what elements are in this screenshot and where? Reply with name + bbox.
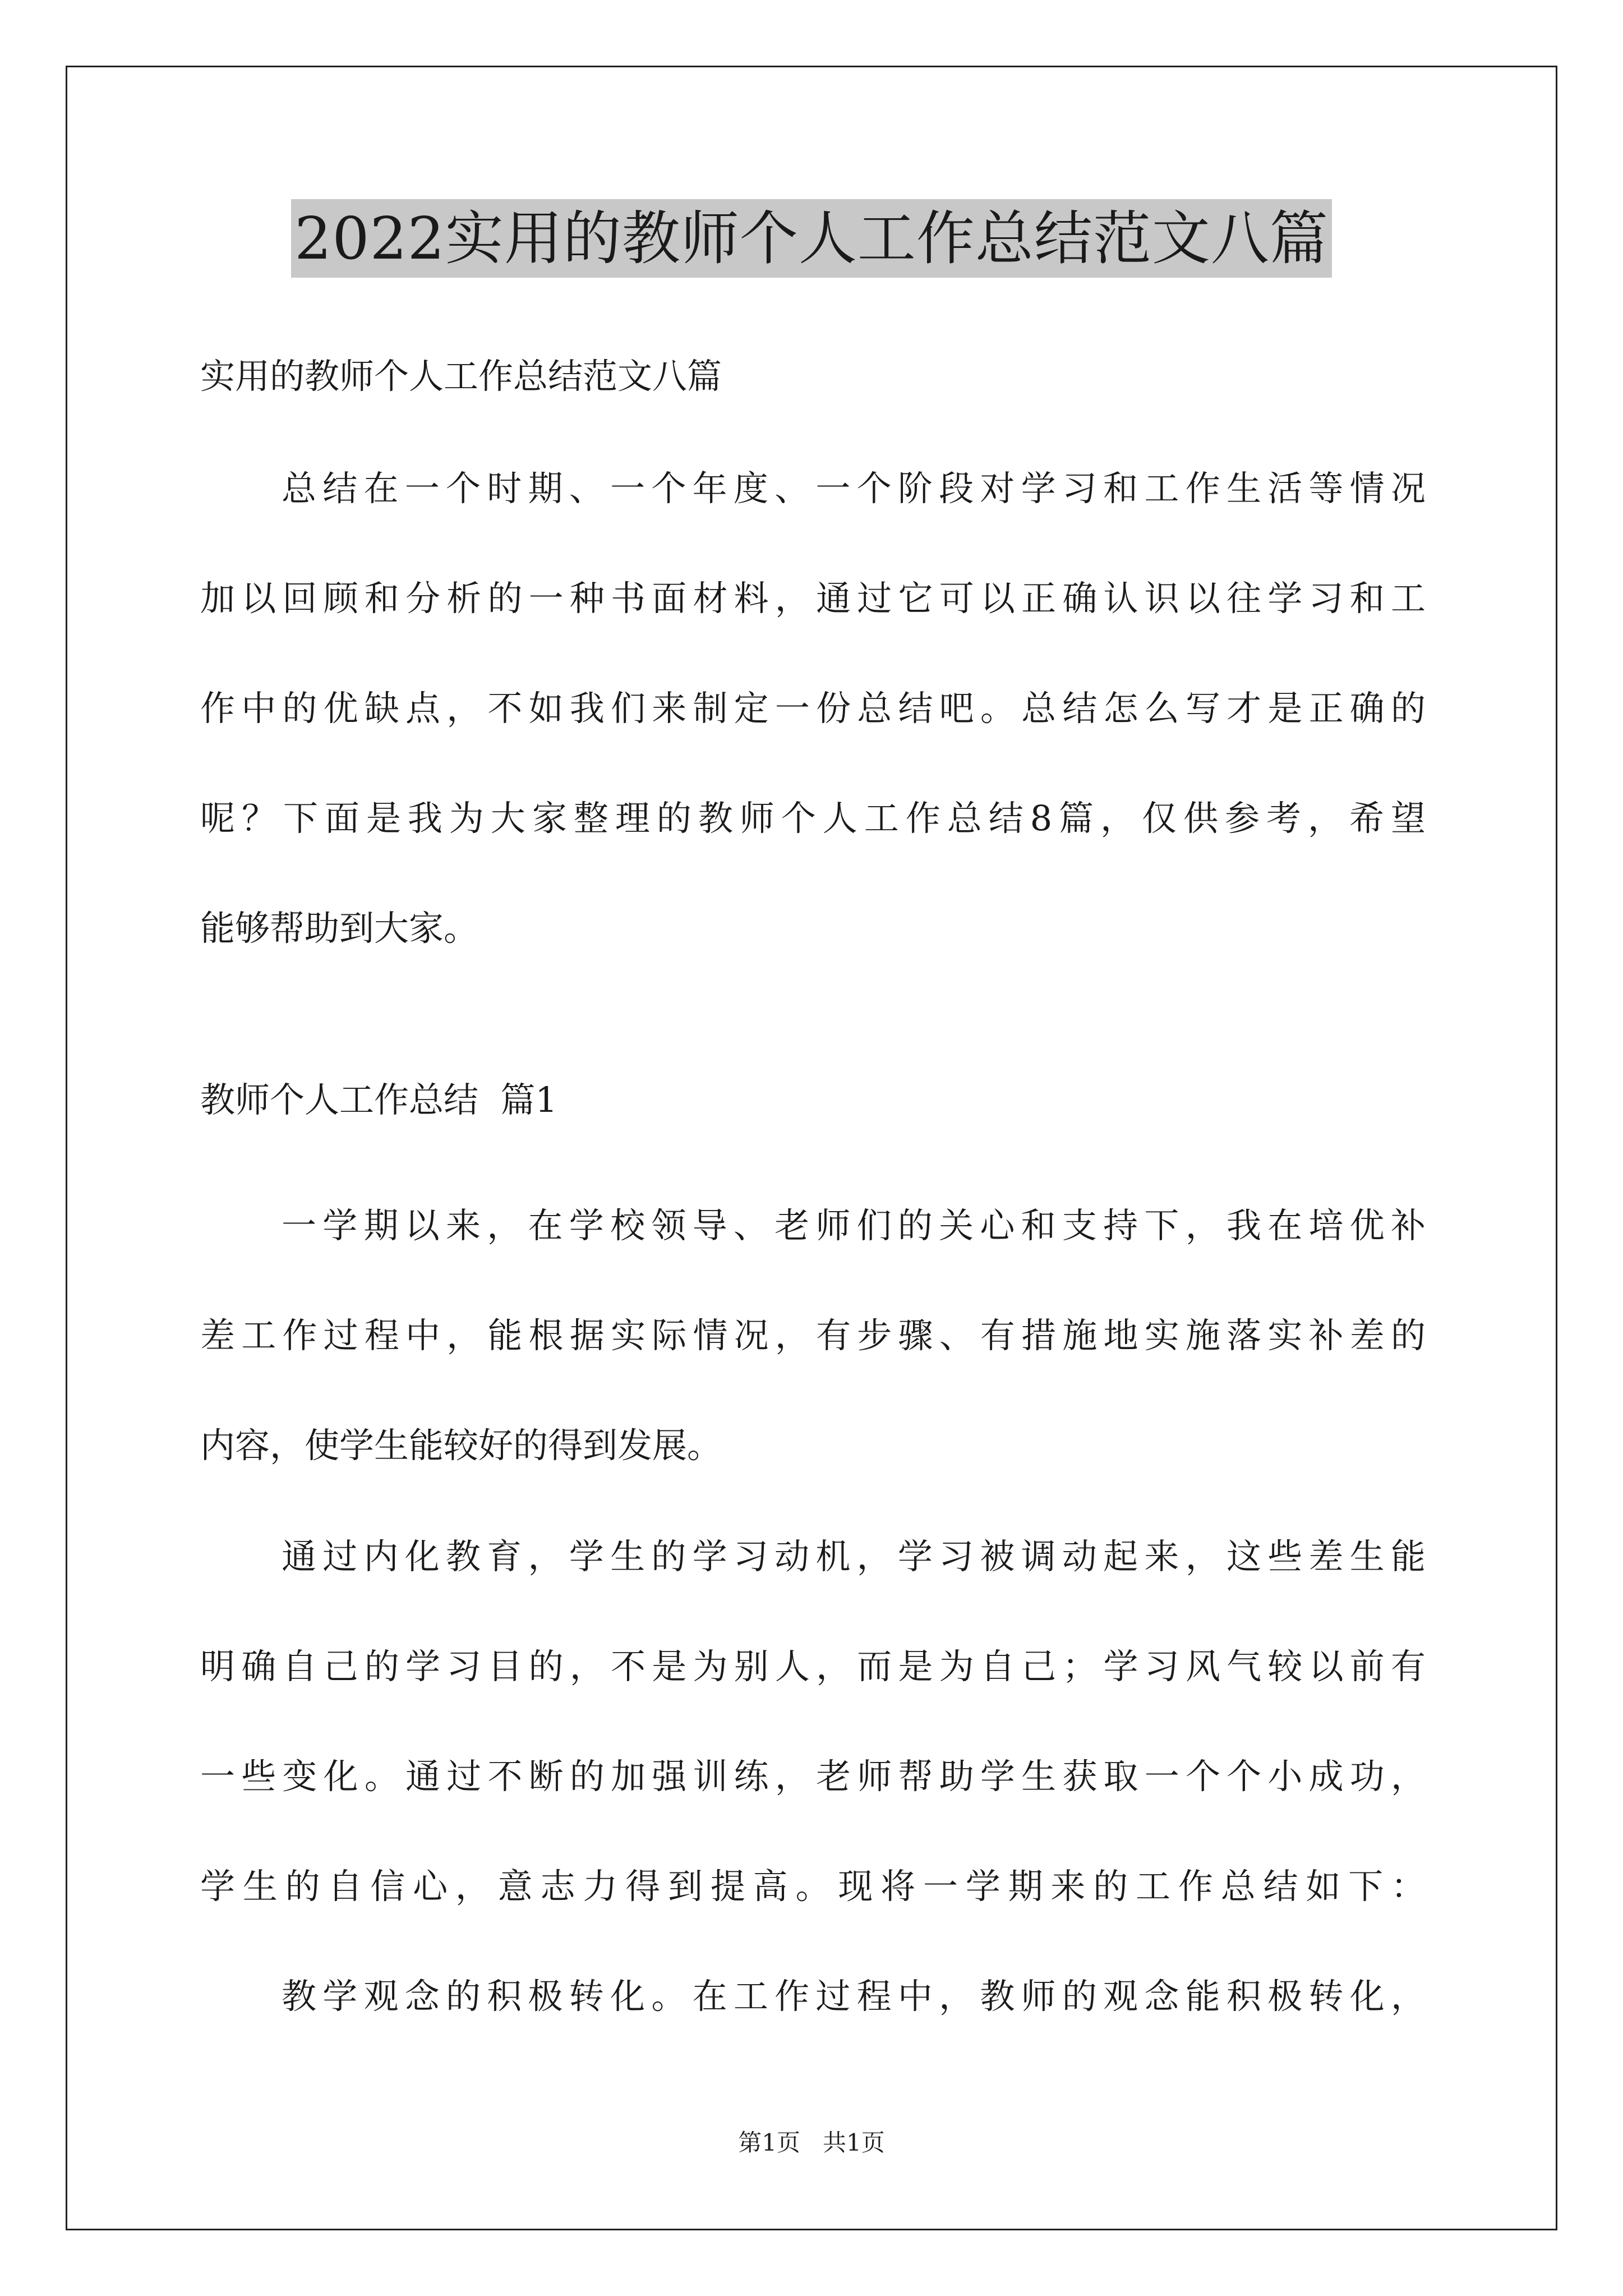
document-title: 2022实用的教师个人工作总结范文八篇 [291,199,1332,278]
section1-para2-line-4: 学生的自信心，意志力得到提高。现将一学期来的工作总结如下： [200,1866,1426,1907]
intro-line-2: 加以回顾和分析的一种书面材料，通过它可以正确认识以往学习和工 [200,578,1426,619]
intro-line-3: 作中的优缺点，不如我们来制定一份总结吧。总结怎么写才是正确的 [200,688,1426,729]
section1-para1-line-3: 内容，使学生能较好的得到发展。 [200,1425,722,1466]
section1-para2-line-3: 一些变化。通过不断的加强训练，老师帮助学生获取一个个小成功， [200,1756,1426,1797]
section1-para3-line-1: 教学观念的积极转化。在工作过程中，教师的观念能积极转化， [282,1976,1426,2017]
section1-para1-line-1: 一学期以来，在学校领导、老师们的关心和支持下，我在培优补 [282,1205,1426,1246]
section1-para2-line-1: 通过内化教育，学生的学习动机，学习被调动起来，这些差生能 [282,1536,1426,1577]
intro-line-1: 总结在一个时期、一个年度、一个阶段对学习和工作生活等情况 [282,468,1426,509]
section1-para1-line-2: 差工作过程中，能根据实际情况，有步骤、有措施地实施落实补差的 [200,1315,1426,1356]
page-footer: 第1页 共1页 [738,2129,885,2156]
intro-line-5: 能够帮助到大家。 [200,908,479,949]
title-container [0,199,1623,278]
section1-para2-line-2: 明确自己的学习目的，不是为别人，而是为自己；学习风气较以前有 [200,1646,1426,1687]
section-heading: 教师个人工作总结 篇1 [200,1079,557,1120]
intro-line-4: 呢？下面是我为大家整理的教师个人工作总结8篇，仅供参考，希望 [200,798,1426,839]
document-subtitle: 实用的教师个人工作总结范文八篇 [200,356,722,397]
